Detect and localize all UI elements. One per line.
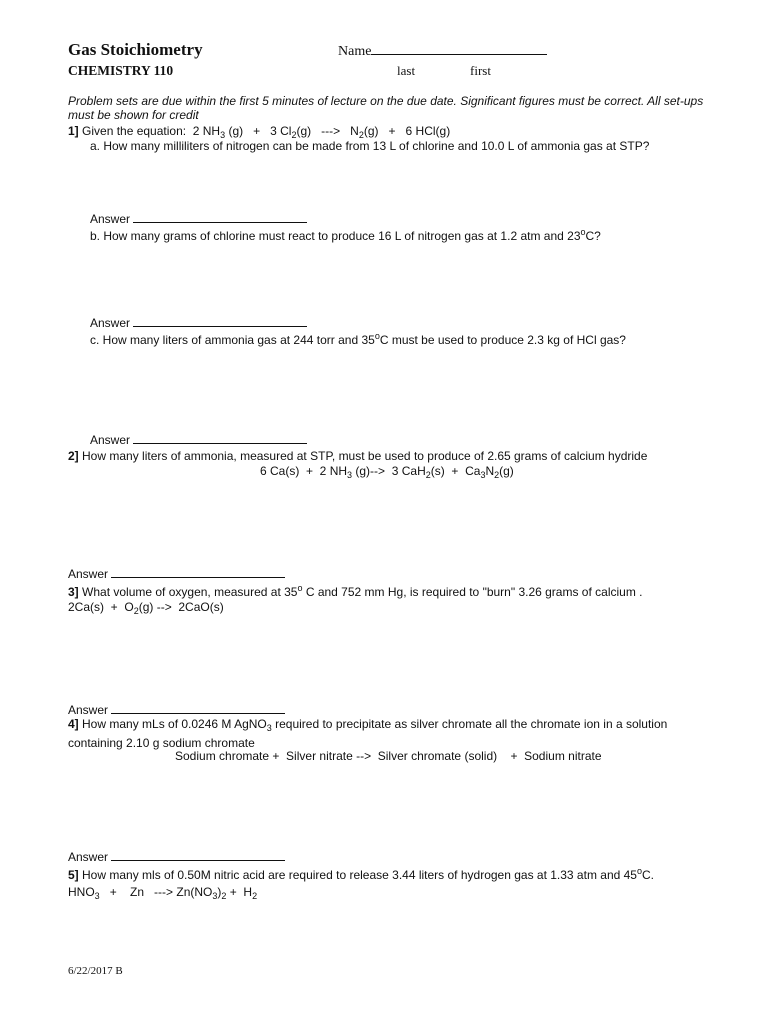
course-label: CHEMISTRY 110: [68, 63, 174, 78]
last-label: last: [397, 63, 416, 78]
answer-label: Answer: [90, 316, 131, 330]
question-4-word-equation: Sodium chromate + Silver nitrate --> Silver chromate (solid) + Sodium nitrate: [175, 749, 602, 763]
question-5-equation: $HNO_3$ + Zn ---> $Zn(NO_3)_2 + H_2$: [68, 885, 258, 901]
answer-1b[interactable]: [90, 315, 307, 330]
name-label: Name: [338, 44, 372, 59]
question-2: [68, 449, 647, 463]
instructions-text: Problem sets are due within the first 5 minutes of lecture on the due date. Significant figures must be correct. All set-ups must be shown for credit: [68, 94, 704, 122]
question-3-number: 3]: [68, 585, 79, 599]
question-3-text: What volume of oxygen, measured at 35: [82, 585, 298, 599]
answer-1c[interactable]: [90, 432, 307, 447]
answer-line: [133, 211, 307, 223]
footer-date: 6/22/2017 B: [68, 965, 123, 977]
question-4: 4] How many mLs of 0.0246 M AgNO$_3$ required to precipitate as silver chromate all the chromate ion in a solution: [68, 717, 668, 733]
name-field[interactable]: [338, 43, 547, 60]
question-3: 3] What volume of oxygen, measured at 35$^o$ C and 752 mm Hg, is required to "burn" 3.26 grams of calcium .: [68, 583, 643, 599]
first-label: first: [470, 63, 491, 78]
answer-line: [111, 849, 285, 861]
question-1c: c. How many liters of ammonia gas at 244 torr and 35$^o$C must be used to produce 2.3 kg of HCl gas?: [90, 331, 626, 347]
answer-label: Answer: [68, 703, 109, 717]
question-2-number: 2]: [68, 449, 79, 463]
question-4-number: 4]: [68, 717, 79, 731]
answer-label: Answer: [90, 212, 131, 226]
answer-4[interactable]: [68, 849, 285, 864]
answer-label: Answer: [68, 850, 109, 864]
question-5-text: How many mls of 0.50M nitric acid are required to release 3.44 liters of hydrogen gas at 1.33 atm and 45: [82, 868, 637, 882]
question-1-lead: Given the equation:: [82, 124, 187, 138]
answer-label: Answer: [68, 567, 109, 581]
answer-1a[interactable]: [90, 211, 307, 226]
question-4-text: How many mLs of 0.0246 M AgNO: [82, 717, 267, 731]
answer-line: [133, 432, 307, 444]
name-underline: [371, 43, 547, 55]
question-1: 1] Given the equation: 2 $NH_3$ (g) + 3 $Cl_2(g)$ ---> $N_2(g) + 6$ HCl(g): [68, 124, 451, 140]
question-2-equation: 6 Ca(s) + 2 $NH_3$ (g)--> 3 $CaH_2(s) + Ca_3N_2(g)$: [260, 464, 514, 480]
answer-3[interactable]: [68, 702, 285, 717]
question-5: 5] How many mls of 0.50M nitric acid are required to release 3.44 liters of hydrogen gas at 1.33 atm and 45$^o$C.: [68, 866, 654, 882]
answer-line: [111, 566, 285, 578]
question-3-equation: $2Ca(s) + O_2(g)$ --> 2CaO(s): [68, 600, 224, 616]
answer-label: Answer: [90, 433, 131, 447]
answer-line: [133, 315, 307, 327]
question-4-line2: containing 2.10 g sodium chromate: [68, 736, 255, 750]
question-5-tail: C.: [642, 868, 654, 882]
question-1c-tail: C must be used to produce 2.3 kg of HCl gas?: [379, 333, 626, 347]
question-2-text: How many liters of ammonia, measured at STP, must be used to produce of 2.65 grams of calcium hydride: [82, 449, 648, 463]
question-1b-tail: C?: [585, 229, 601, 243]
question-5-number: 5]: [68, 868, 79, 882]
question-1b-text: b. How many grams of chlorine must react to produce 16 L of nitrogen gas at 1.2 atm and 23: [90, 229, 581, 243]
question-4-tail: required to precipitate as silver chromate all the chromate ion in a solution: [271, 717, 668, 731]
question-1c-text: c. How many liters of ammonia gas at 244 torr and 35: [90, 333, 375, 347]
question-1a: a. How many milliliters of nitrogen can be made from 13 L of chlorine and 10.0 L of ammonia gas at STP?: [90, 139, 650, 153]
page-title: Gas Stoichiometry: [68, 40, 203, 59]
question-1-number: 1]: [68, 124, 79, 138]
answer-2[interactable]: [68, 566, 285, 581]
answer-line: [111, 702, 285, 714]
question-3-tail: C and 752 mm Hg, is required to "burn" 3.26 grams of calcium .: [302, 585, 643, 599]
question-1b: b. How many grams of chlorine must react to produce 16 L of nitrogen gas at 1.2 atm and 23$^o$C?: [90, 227, 601, 243]
